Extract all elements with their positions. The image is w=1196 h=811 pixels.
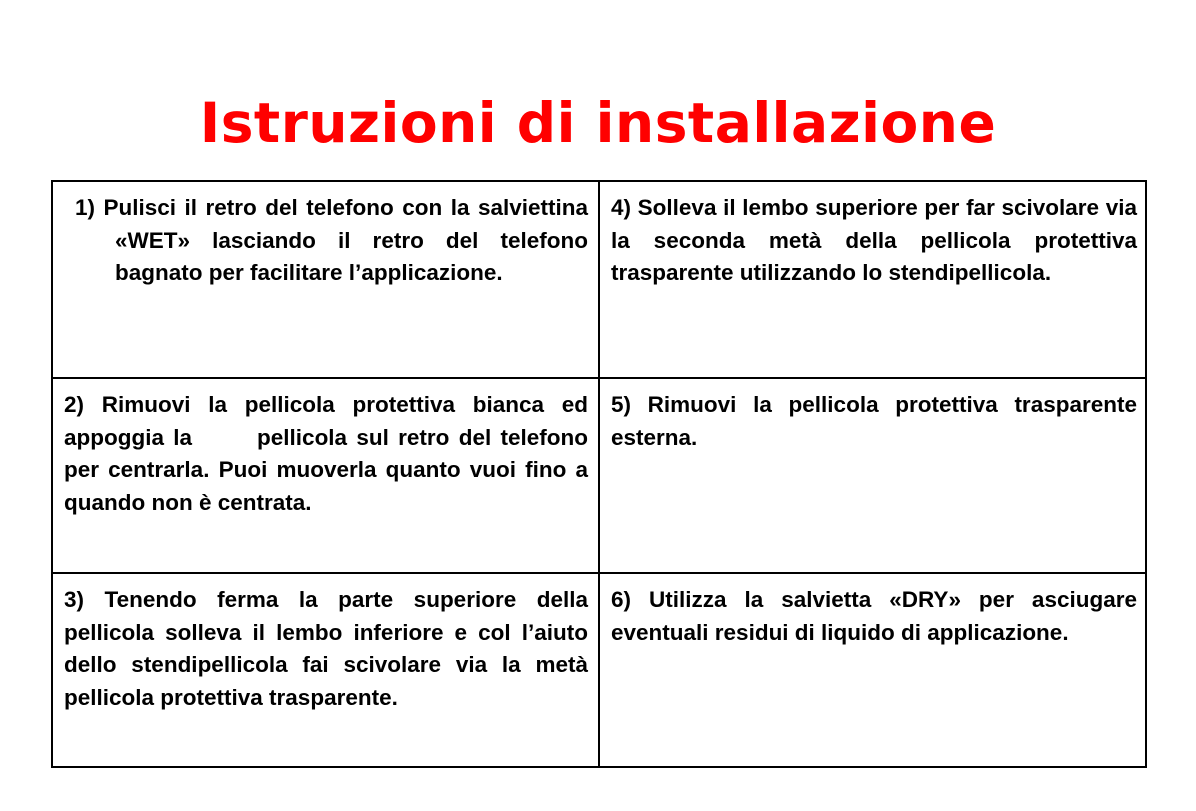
step-text-3: 3) Tenendo ferma la parte superiore della pellicola solleva il lembo inferiore e col l’aiuto dello stendipellicola fai scivolare via la metà pellicola protettiva trasparente. <box>64 587 588 710</box>
step-cell-3 <box>53 572 600 766</box>
step-cell-1 <box>53 182 600 377</box>
step-text-5: 5) Rimuovi la pellicola protettiva trasparente esterna. <box>611 392 1137 450</box>
instructions-table <box>51 180 1147 768</box>
step-text-4: 4) Solleva il lembo superiore per far scivolare via la seconda metà della pellicola protettiva trasparente utilizzando lo stendipellicola. <box>611 195 1137 285</box>
step-cell-6 <box>600 572 1147 766</box>
step-text-6: 6) Utilizza la salvietta «DRY» per asciugare eventuali residui di liquido di applicazione. <box>611 587 1137 645</box>
step-cell-4 <box>600 182 1147 377</box>
step-cell-5 <box>600 377 1147 572</box>
step-text-1: 1) Pulisci il retro del telefono con la salviettina «WET» lasciando il retro del telefono bagnato per facilitare l’applicazione. <box>75 195 588 285</box>
step-cell-2 <box>53 377 600 572</box>
page-title: Istruzioni di installazione <box>199 91 997 155</box>
step-text-2: 2) Rimuovi la pellicola protettiva bianca ed appoggia la pellicola sul retro del telefono per centrarla. Puoi muoverla quanto vuoi fino a quando non è centrata. <box>64 392 595 515</box>
